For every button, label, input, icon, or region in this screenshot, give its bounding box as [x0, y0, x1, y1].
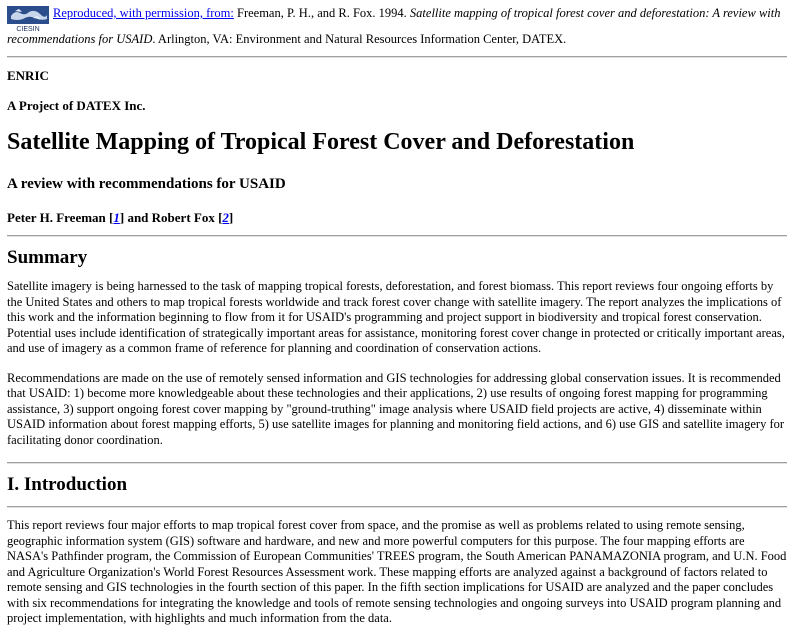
reproduced-link[interactable]: Reproduced, with permission, from: — [53, 6, 234, 20]
ciesin-logo[interactable] — [7, 6, 49, 32]
footnote-link-1[interactable]: 1 — [113, 210, 120, 225]
svg-text:CIESIN: CIESIN — [16, 26, 40, 32]
citation-authors: Freeman, P. H., and R. Fox. 1994. — [237, 6, 407, 20]
summary-heading: Summary — [7, 247, 88, 268]
divider — [7, 462, 787, 464]
divider — [7, 56, 787, 58]
intro-heading: I. Introduction — [7, 474, 128, 495]
org-project: A Project of DATEX Inc. — [7, 98, 146, 113]
divider — [7, 506, 787, 508]
author-2: ] and Robert Fox [ — [119, 210, 223, 225]
footnote-link-2[interactable]: 2 — [222, 210, 229, 225]
citation-title: Satellite mapping of tropical forest cover and deforestation: A review with recommendations for USAID — [7, 6, 781, 46]
page-title: Satellite Mapping of Tropical Forest Cover and Deforestation — [7, 129, 635, 155]
authors-end: ] — [228, 210, 234, 225]
authors — [7, 210, 787, 226]
summary-paragraph-1: Satellite imagery is being harnessed to the task of mapping tropical forests, deforestation, and forest biomass. This report reviews four ongoing efforts by the United States and others to map tropical forests worldwide and track forest cover change with satellite imagery. The report analyzes the implications of this work and the information beginning to flow from it for USAID's programming and project support in biodiversity and tropical forest conservation. Potential uses include identification of strategically important areas for assistance, monitoring forest cover change in protected or critically important areas, and use of imagery as a common frame of reference for planning and coordination of conservation actions. — [7, 279, 785, 355]
citation-publisher: . Arlington, VA: Environment and Natural Resources Information Center, DATEX. — [152, 32, 567, 46]
intro-paragraph-1: This report reviews four major efforts to map tropical forest cover from space, and the promise as well as problems related to using remote sensing, geographic information system (GIS) software and hardware, and new and more powerful computers for this purpose. The four mapping efforts are NASA's Pathfinder program, the Commission of European Communities' TREES program, the South American PANAMAZONIA program, and U.N. Food and Agriculture Organization's World Forest Resources Assessment work. These mapping efforts are analyzed against a background of factors related to remote sensing and GIS technologies in the fourth section of this paper. In the fifth section implications for USAID are analyzed and the paper concludes with six recommendations for integrating the knowledge and tools of remote sensing technologies and ongoing surveys into USAID program planning and project implementation, with highlights and much information from the data. — [7, 518, 787, 625]
org-name: ENRIC — [7, 68, 49, 83]
author-1: Peter H. Freeman [ — [7, 210, 114, 225]
summary-paragraph-2: Recommendations are made on the use of remotely sensed information and GIS technologies for addressing global conservation issues. It is recommended that USAID: 1) become more knowledgeable about these technologies and their applications, 2) use results of ongoing forest mapping for programming assistance, 3) support ongoing forest cover mapping by "ground-truthing" image analysis where USAID field projects are active, 4) disseminate within USAID information about forest mapping efforts, 5) use satellite images for planning and monitoring field actions, and 6) use GIS and satellite imagery for facilitating donor coordination. — [7, 370, 785, 447]
divider — [7, 235, 787, 237]
citation — [7, 6, 787, 47]
page-subtitle: A review with recommendations for USAID — [7, 176, 286, 192]
